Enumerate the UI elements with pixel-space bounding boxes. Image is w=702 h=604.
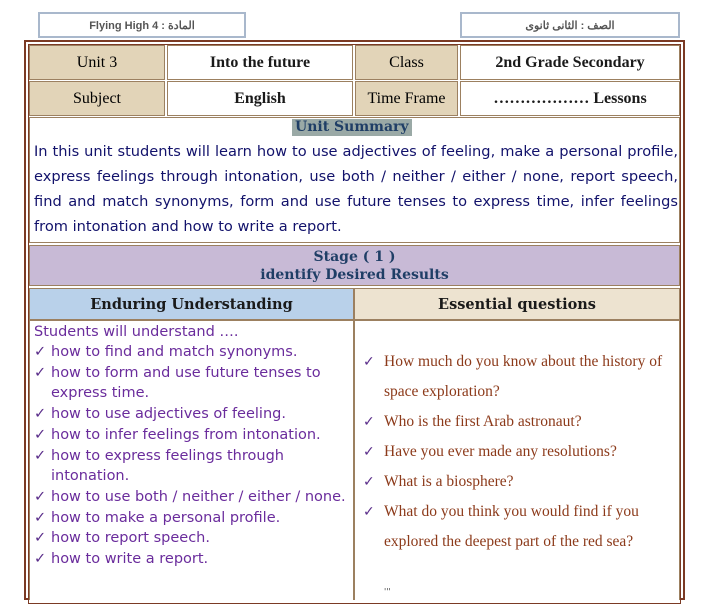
check-icon: ✓ xyxy=(34,344,47,360)
essential-questions-header: Essential questions xyxy=(354,288,680,320)
check-icon: ✓ xyxy=(34,364,47,381)
list-item: ✓ how to use adjectives of feeling. xyxy=(34,404,350,425)
list-item: ✓ how to make a personal profile. xyxy=(34,508,350,529)
list-item: ✓ What do you think you would find if you explored the deepest part of the red sea? xyxy=(363,497,675,557)
class-header-label: الصف : الثانى ثانوى xyxy=(525,19,615,32)
unit-summary-text: In this unit students will learn how to use adjectives of feeling, make a personal profile, express feelings through intonation, use both / neither / either / none, report speech, find and match synonyms, form and use future tenses to express time, infer feelings from intonation and how to write a report. xyxy=(34,143,678,235)
understanding-intro: Students will understand …. xyxy=(34,324,239,340)
subject-label-cell: Subject xyxy=(29,81,165,116)
check-icon: ✓ xyxy=(363,504,375,520)
questions-list xyxy=(363,347,675,557)
list-item: ✓ how to use both / neither / either / none. xyxy=(34,487,350,508)
check-icon: ✓ xyxy=(34,406,47,423)
check-icon: ✓ xyxy=(363,414,375,430)
list-item: ✓ how to infer feelings from intonation. xyxy=(34,425,350,446)
list-item: ✓ how to form and use future tenses to express time. xyxy=(34,364,321,402)
list-item: ✓ Who is the first Arab astronaut? xyxy=(363,407,675,437)
stage-subtitle: identify Desired Results xyxy=(260,267,449,283)
list-item: ✓ how to find and match synonyms. xyxy=(34,342,350,363)
class-label-cell: Class xyxy=(355,45,458,80)
subject-header-label: Flying High 4 : المادة xyxy=(89,19,195,32)
timeframe-label-cell: Time Frame xyxy=(355,81,458,116)
understanding-list xyxy=(34,342,350,570)
check-icon: ✓ xyxy=(34,488,47,505)
check-icon: ✓ xyxy=(34,447,47,464)
unit-cell: Unit 3 xyxy=(29,45,165,80)
timeframe-value-cell: ……………… Lessons xyxy=(460,81,680,116)
subject-value-cell: English xyxy=(167,81,353,116)
stage-heading xyxy=(29,245,680,286)
unit-summary-title: Unit Summary xyxy=(292,119,412,136)
list-item: ✓ Have you ever made any resolutions? xyxy=(363,437,675,467)
enduring-understanding-header: Enduring Understanding xyxy=(29,288,354,320)
check-icon: ✓ xyxy=(34,509,47,526)
check-icon: ✓ xyxy=(34,426,47,443)
list-item: ✓ how to write a report. xyxy=(34,549,350,570)
essential-questions-body xyxy=(354,320,680,600)
check-icon: ✓ xyxy=(363,444,375,460)
unit-title-cell: Into the future xyxy=(167,45,353,80)
class-header-box xyxy=(460,12,680,38)
list-item: ✓ how to express feelings through intonation. xyxy=(34,447,284,485)
check-icon: ✓ xyxy=(363,474,375,490)
stage-number: Stage ( 1 ) xyxy=(313,249,396,265)
list-item: ✓ What is a biosphere? xyxy=(363,467,675,497)
class-value-cell: 2nd Grade Secondary xyxy=(460,45,680,80)
check-icon: ✓ xyxy=(363,354,375,370)
list-item: ✓ How much do you know about the history of space exploration? xyxy=(363,347,675,407)
unit-summary-section xyxy=(29,117,680,243)
subject-header-box xyxy=(38,12,246,38)
enduring-understanding-body xyxy=(29,320,354,600)
footer-mark: ''' xyxy=(384,587,391,596)
check-icon: ✓ xyxy=(34,551,47,568)
list-item: ✓ how to report speech. xyxy=(34,528,350,549)
check-icon: ✓ xyxy=(34,530,47,547)
